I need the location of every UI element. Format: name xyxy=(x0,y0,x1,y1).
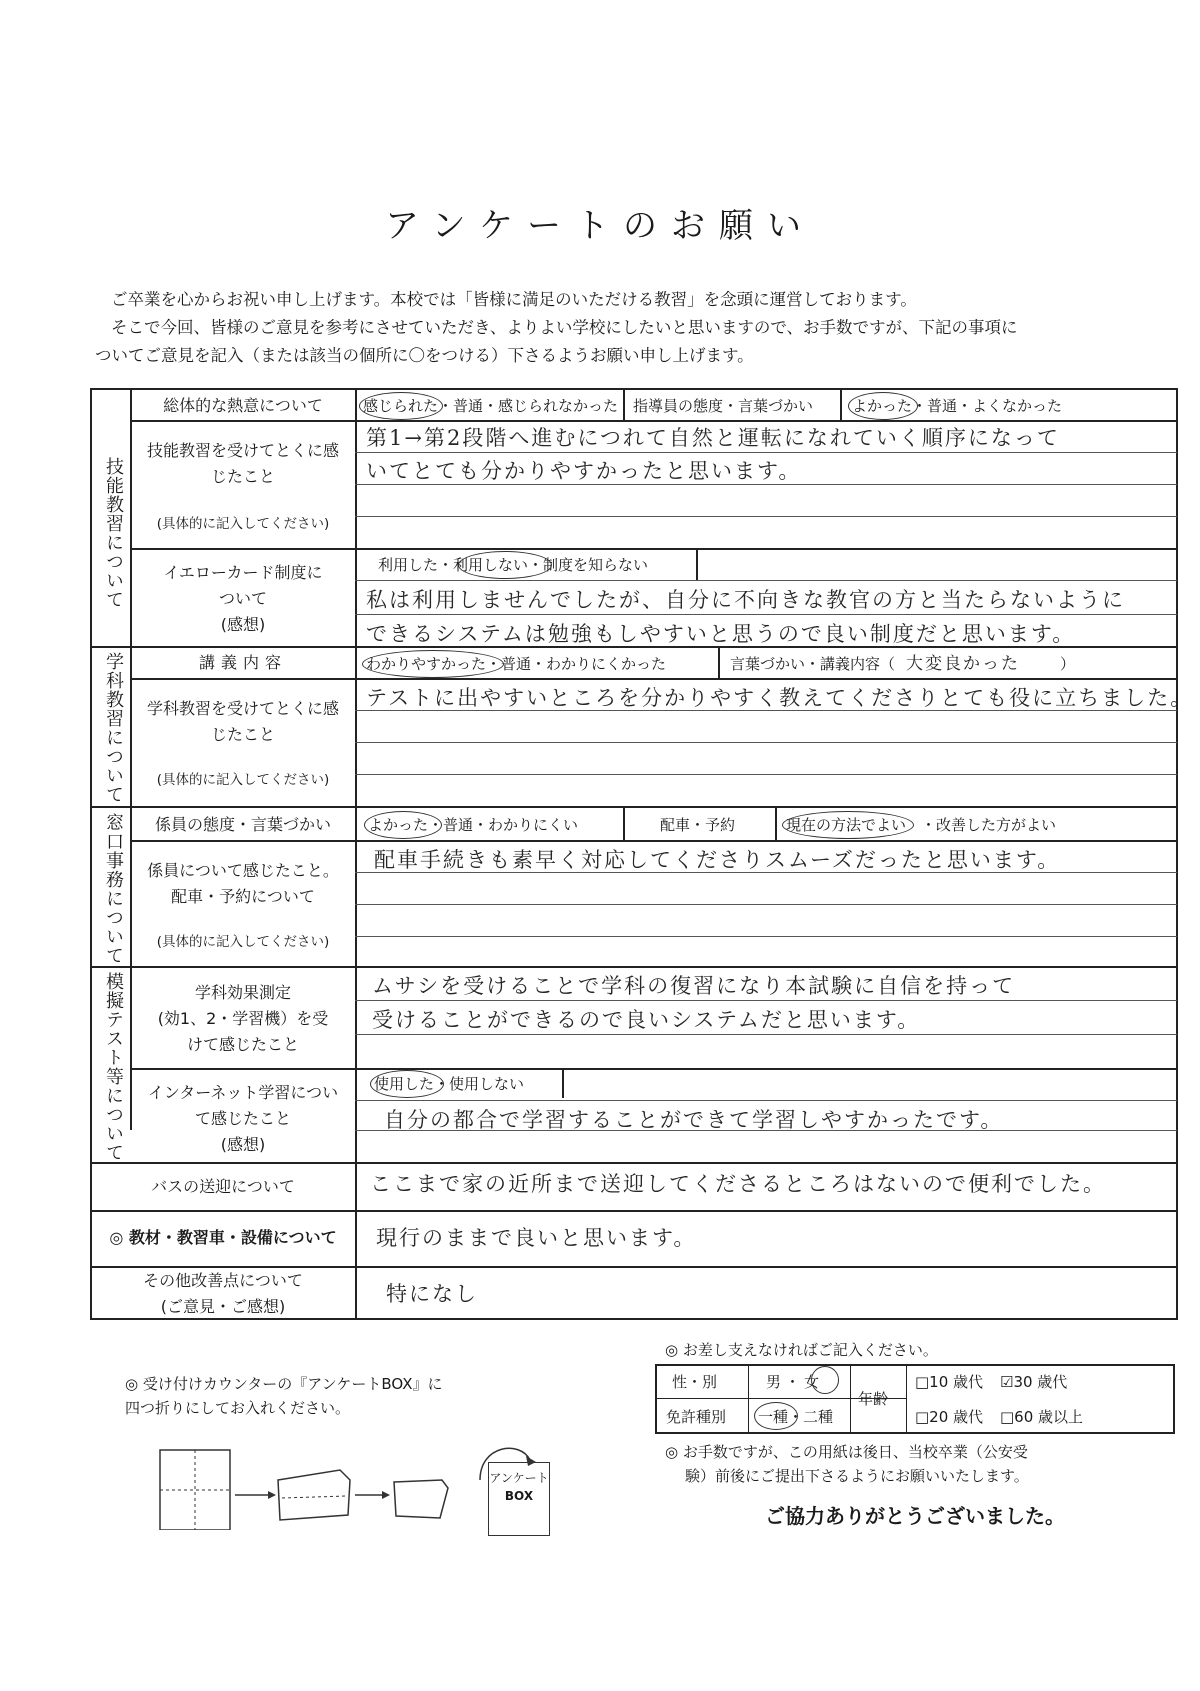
intro-text xyxy=(95,286,1175,370)
dispatch-reservation-options: 現在の方法でよい ・改善した方がよい xyxy=(786,816,1057,834)
skill-feel-answer-line2: いてとても分かりやすかったと思います。 xyxy=(366,459,802,483)
internet-learning-label xyxy=(132,1080,354,1158)
other-label-line1: その他改善点について xyxy=(143,1271,303,1290)
yellow-card-label-line1: イエローカード制度に xyxy=(163,563,323,582)
paper-quarter-fold xyxy=(394,1480,448,1518)
effect-answer-line1: ムサシを受けることで学科の復習になり本試験に自信を持って xyxy=(372,974,1016,998)
submission-note-line2: 験）前後にご提出下さるようにお願いいたします。 xyxy=(685,1467,1029,1485)
submission-instructions xyxy=(125,1372,443,1420)
section-counter-label: 窓口事務について xyxy=(103,813,124,965)
box-label-line2: BOX xyxy=(504,1489,534,1503)
other-label-line2: (ご意見・ご感想) xyxy=(160,1297,286,1316)
internet-options: 使用した・使用しない xyxy=(374,1075,525,1093)
yellow-card-label-line3: (感想) xyxy=(220,615,266,634)
bus-answer: ここまで家の近所まで送迎してくださるところはないので便利でした。 xyxy=(370,1172,1106,1196)
other-improvements-label xyxy=(92,1268,354,1320)
license-type-label: 免許種別 xyxy=(666,1408,727,1426)
gender-options: 男・女 xyxy=(766,1373,824,1391)
yellow-card-options: 利用した・利用しない・制度を知らない xyxy=(378,556,649,574)
skill-feel-label xyxy=(132,438,354,490)
age-label: 年齢 xyxy=(858,1390,889,1408)
page-title: アンケートのお願い xyxy=(385,206,815,246)
gender-label: 性・別 xyxy=(672,1373,718,1391)
skill-feel-answer-line1: 第1→第2段階へ進むにつれて自然と運転になれていく順序になって xyxy=(366,426,1060,450)
staff-feel-answer-line1: 配車手続きも素早く対応してくださりスムーズだったと思います。 xyxy=(374,848,1061,872)
effect-label-line2: (効1、2・学習機）を受 xyxy=(157,1009,329,1028)
academic-feel-note: (具体的に記入してください) xyxy=(156,772,330,788)
yellow-card-label xyxy=(132,560,354,638)
instruction-line-2: 四つ折りにしてお入れください。 xyxy=(125,1399,351,1417)
effect-label-line3: けて感じたこと xyxy=(186,1035,299,1054)
submission-note xyxy=(665,1440,1029,1488)
skill-feel-label-line1: 技能教習を受けてとくに感 xyxy=(146,441,339,460)
effect-answer-line2: 受けることができるので良いシステムだと思います。 xyxy=(372,1008,921,1032)
age-option-30s: ☑30 歳代 xyxy=(1000,1373,1068,1391)
internet-label-line3: (感想) xyxy=(220,1135,266,1154)
paper-half-fold xyxy=(278,1470,350,1520)
lecture-options-close: ） xyxy=(1060,655,1076,673)
staff-attitude-options: よかった・普通・わかりにくい xyxy=(368,816,579,834)
age-option-20s: □20 歳代 xyxy=(915,1408,984,1426)
staff-feel-note: (具体的に記入してください) xyxy=(156,934,330,950)
materials-label: ◎ 教材・教習車・設備について xyxy=(109,1228,337,1247)
academic-feel-label xyxy=(132,696,354,748)
arrow-2-head xyxy=(382,1491,390,1499)
effect-measurement-label xyxy=(132,980,354,1058)
intro-line-1: ご卒業を心からお祝い申し上げます。本校では「皆様に満足のいただける教習」を念頭に運営しております。 xyxy=(111,290,917,309)
age-option-10s: □10 歳代 xyxy=(915,1373,984,1391)
yellow-card-answer-line2: できるシステムは勉強もしやすいと思うので良い制度だと思います。 xyxy=(366,622,1076,646)
internet-label-line2: て感じたこと xyxy=(194,1109,291,1128)
lecture-options-2: 言葉づかい・講義内容（ xyxy=(730,655,896,673)
dispatch-reservation-label: 配車・予約 xyxy=(660,816,736,834)
circle-mark-yellow-card xyxy=(458,551,552,579)
circle-mark-lecture xyxy=(362,650,504,678)
intro-line-3: ついてご意見を記入（または該当の個所に〇をつける）下さるようお願い申し上げます。 xyxy=(95,346,754,365)
yellow-card-answer-line1: 私は利用しませんでしたが、自分に不向きな教官の方と当たらないように xyxy=(366,588,1125,612)
internet-answer-line1: 自分の都合で学習することができて学習しやすかったです。 xyxy=(384,1108,1004,1132)
staff-feel-label-line1: 係員について感じたこと。 xyxy=(147,861,339,880)
circle-mark-staff xyxy=(364,811,442,839)
other-answer: 特になし xyxy=(386,1282,478,1306)
bus-label: バスの送迎について xyxy=(151,1177,295,1196)
effect-label-line1: 学科効果測定 xyxy=(194,983,291,1002)
age-option-60plus: □60 歳以上 xyxy=(1000,1408,1084,1426)
fold-line-2 xyxy=(282,1496,346,1498)
circle-mark-dispatch xyxy=(782,811,914,839)
arrow-1-head xyxy=(268,1491,276,1499)
academic-feel-label-line1: 学科教習を受けてとくに感 xyxy=(146,699,339,718)
materials-answer: 現行のままで良いと思います。 xyxy=(376,1226,697,1250)
optional-note: ◎ お差し支えなければご記入ください。 xyxy=(665,1341,938,1359)
staff-feel-label xyxy=(132,858,354,910)
lecture-inline-answer: 大変良かった xyxy=(906,654,1020,674)
thank-you-message: ご協力ありがとうございました。 xyxy=(765,1504,1065,1528)
section-mock-test-label: 模擬テスト等について xyxy=(103,972,124,1162)
instructor-attitude-label: 指導員の態度・言葉づかい xyxy=(633,397,814,415)
internet-label-line1: インターネット学習につい xyxy=(147,1083,339,1102)
circle-mark-instructor xyxy=(848,392,918,420)
section-academic-label: 学科教習について xyxy=(103,652,124,804)
skill-feel-note: (具体的に記入してください) xyxy=(156,516,330,532)
skill-feel-label-line2: じたこと xyxy=(210,467,275,486)
box-label-line1: アンケート xyxy=(489,1471,549,1485)
lecture-content-label: 講義内容 xyxy=(198,653,287,672)
circle-mark-license xyxy=(754,1402,798,1430)
intro-line-2: そこで今回、皆様のご意見を参考にさせていただき、よりよい学校にしたいと思いますので、お手数ですが、下記の事項に xyxy=(111,318,1018,337)
circle-mark-gender xyxy=(811,1366,839,1394)
enthusiasm-options: 感じられた・普通・感じられなかった xyxy=(363,397,619,415)
ankeeto-box-icon xyxy=(488,1462,550,1536)
lecture-options: わかりやすかった・普通・わかりにくかった xyxy=(366,655,667,673)
circle-mark-enthusiasm xyxy=(359,392,443,420)
instructor-attitude-options: よかった・普通・よくなかった xyxy=(852,397,1063,415)
academic-feel-answer-line1: テストに出やすいところを分かりやすく教えてくださりとても役に立ちました。 xyxy=(366,686,1194,710)
enthusiasm-label: 総体的な熱意について xyxy=(163,396,323,415)
instruction-line-1: ◎ 受け付けカウンターの『アンケートBOX』に xyxy=(125,1375,443,1393)
submission-note-line1: ◎ お手数ですが、この用紙は後日、当校卒業（公安受 xyxy=(665,1443,1028,1461)
yellow-card-label-line2: ついて xyxy=(218,589,267,608)
circle-mark-internet xyxy=(370,1070,444,1098)
section-skill-label: 技能教習について xyxy=(103,457,124,609)
staff-attitude-label: 係員の態度・言葉づかい xyxy=(154,815,331,834)
academic-feel-label-line2: じたこと xyxy=(210,725,275,744)
staff-feel-label-line2: 配車・予約について xyxy=(171,887,315,906)
license-type-options: 一種・二種 xyxy=(758,1408,834,1426)
